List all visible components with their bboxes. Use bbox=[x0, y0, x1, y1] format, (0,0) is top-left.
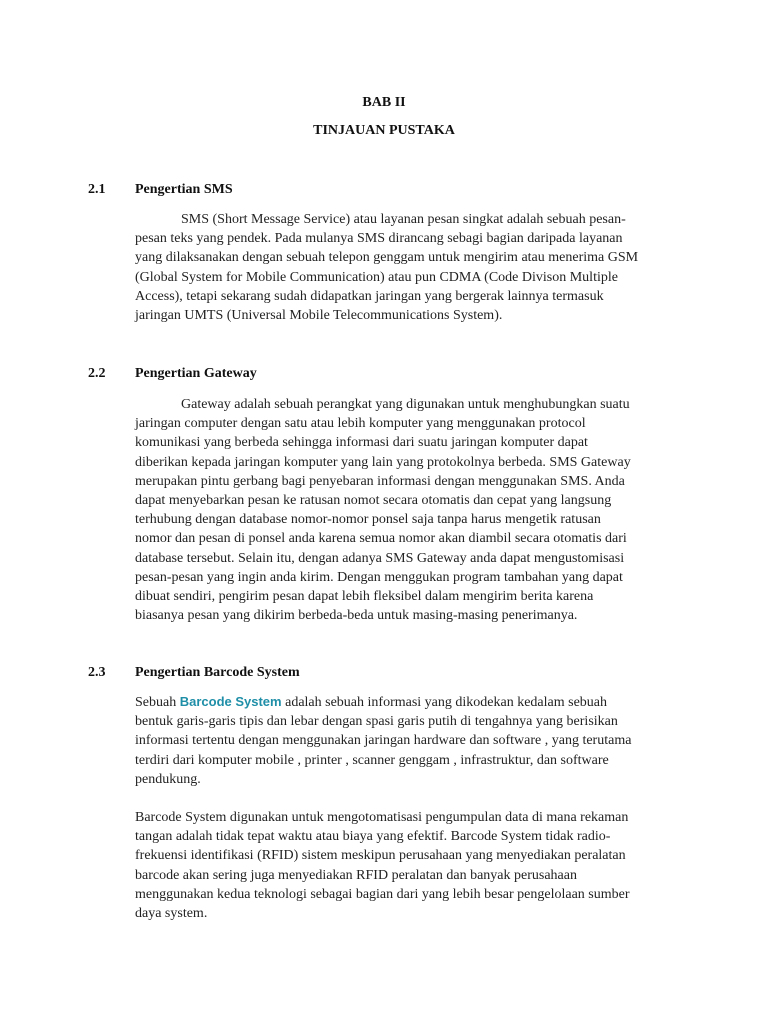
paragraph-line: Access), tetapi sekarang sudah didapatkan jaringan yang bergerak lainnya termasuk bbox=[135, 288, 604, 304]
paragraph-line: informasi tertentu dengan menggunakan jaringan hardware dan software , yang terutama bbox=[135, 733, 632, 749]
paragraph-barcode-usage bbox=[135, 808, 675, 923]
paragraph-line: database tersebut. Selain itu, dengan adanya SMS Gateway anda dapat mengustomisasi bbox=[135, 550, 625, 566]
paragraph-line: daya system. bbox=[135, 906, 208, 922]
paragraph-line: dapat menyebarkan pesan ke ratusan nomot secara otomatis dan cepat yang langsung bbox=[135, 493, 612, 509]
paragraph-line: pendukung. bbox=[135, 771, 201, 787]
paragraph-line: diberikan kepada jaringan komputer yang lain yang protokolnya berbeda. SMS Gateway bbox=[135, 454, 631, 470]
section-title-barcode: Pengertian Barcode System bbox=[135, 665, 300, 680]
paragraph-line: jaringan computer dengan satu atau lebih komputer yang menggunakan protocol bbox=[135, 416, 586, 432]
paragraph-line: nomor dan pesan di ponsel anda karena semua nomor akan diambil secara otomatis dari bbox=[135, 531, 627, 547]
section-number: 2.1 bbox=[88, 182, 106, 197]
paragraph-line bbox=[135, 692, 675, 712]
paragraph-line: bentuk garis-garis tipis dan lebar dengan spasi garis putih di tengahnya yang berisikan bbox=[135, 714, 618, 730]
paragraph-line: SMS (Short Message Service) atau layanan pesan singkat adalah sebuah pesan- bbox=[181, 212, 626, 227]
paragraph-line: biasanya pesan yang dikirim berbeda-beda untuk masing-masing penerimanya. bbox=[135, 608, 578, 624]
paragraph-line: barcode akan sering juga menyediakan RFID peralatan dan banyak perusahaan bbox=[135, 867, 577, 883]
paragraph-line: Barcode System digunakan untuk mengotomatisasi pengumpulan data di mana rekaman bbox=[135, 810, 629, 825]
section-title-gateway: Pengertian Gateway bbox=[135, 366, 257, 381]
paragraph-line: menggunakan kedua teknologi sebagai bagian dari yang lebih besar pengelolaan sumber bbox=[135, 886, 630, 902]
paragraph-line: dibuat sendiri, pengirim pesan dapat lebih fleksibel dalam mengirim berita karena bbox=[135, 589, 594, 605]
chapter-title: TINJAUAN PUSTAKA bbox=[313, 123, 455, 138]
section-number: 2.2 bbox=[88, 366, 106, 381]
paragraph-line: pesan teks yang pendek. Pada mulanya SMS dirancang sebagi bagian daripada layanan bbox=[135, 231, 623, 247]
paragraph-line: yang dilaksanakan dengan sebuah telepon genggam untuk mengirim atau menerima GSM bbox=[135, 250, 639, 266]
link-suffix: adalah sebuah informasi yang dikodekan kedalam sebuah bbox=[281, 695, 607, 710]
section-number: 2.3 bbox=[88, 665, 106, 680]
paragraph-line: terhubung dengan database nomor-nomor ponsel saja tanpa harus mengetik ratusan bbox=[135, 512, 601, 528]
paragraph-sms bbox=[135, 210, 675, 325]
paragraph-line: tangan adalah tidak tepat waktu atau biaya yang efektif. Barcode System tidak radio- bbox=[135, 829, 611, 845]
paragraph-line: (Global System for Mobile Communication) atau pun CDMA (Code Divison Multiple bbox=[135, 269, 618, 285]
paragraph-line: komunikasi yang berbeda sehingga informasi dari suatu jaringan komputer dapat bbox=[135, 435, 588, 451]
paragraph-gateway bbox=[135, 395, 675, 625]
paragraph-line: terdiri dari komputer mobile , printer , scanner genggam , infrastruktur, dan software bbox=[135, 752, 609, 768]
paragraph-line: jaringan UMTS (Universal Mobile Telecommunications System). bbox=[135, 308, 503, 324]
chapter-label: BAB II bbox=[362, 95, 406, 110]
paragraph-line: pesan-pesan yang ingin anda kirim. Dengan menggukan program tambahan yang dapat bbox=[135, 569, 623, 585]
paragraph-line: Gateway adalah sebuah perangkat yang digunakan untuk menghubungkan suatu bbox=[181, 397, 630, 412]
section-title-sms: Pengertian SMS bbox=[135, 182, 233, 197]
link-prefix: Sebuah bbox=[135, 695, 180, 710]
barcode-system-link[interactable]: Barcode System bbox=[179, 694, 282, 709]
paragraph-line: merupakan pintu gerbang bagi penyebaran informasi dengan menggunakan SMS. Anda bbox=[135, 473, 625, 489]
paragraph-barcode-intro bbox=[135, 692, 675, 789]
paragraph-line: frekuensi identifikasi (RFID) sistem meskipun perusahaan yang menyediakan peralatan bbox=[135, 848, 626, 864]
